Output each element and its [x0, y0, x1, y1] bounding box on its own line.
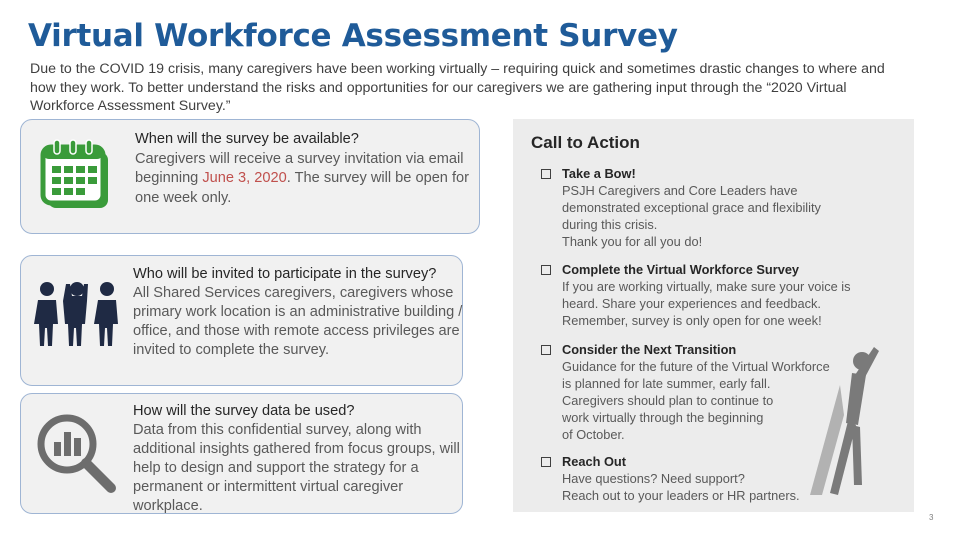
cta-item — [541, 165, 886, 250]
availability-date: June 3, 2020 — [202, 170, 287, 186]
card-availability-text — [135, 130, 470, 208]
card-participants-answer: All Shared Services caregivers, caregivers whose primary work location is an administrative building / office, and those with remote access privileges are invited to complete the survey. — [133, 285, 463, 358]
checkbox-icon — [541, 169, 551, 179]
cta-item — [541, 453, 886, 504]
checkbox-icon — [541, 345, 551, 355]
intro-paragraph: Due to the COVID 19 crisis, many caregivers have been working virtually – requiring quick and sometimes drastic changes to where and how they work. To better understand the risks and opportunities for our caregivers we are gathering input through the “2020 Virtual Workforce Assessment Survey.” — [30, 61, 885, 114]
card-participants-question: Who will be invited to participate in the survey? — [133, 266, 437, 282]
page-title: Virtual Workforce Assessment Survey — [28, 18, 678, 54]
card-data-usage-question: How will the survey data be used? — [133, 403, 355, 419]
cta-item — [541, 341, 886, 443]
page-number: 3 — [929, 513, 934, 522]
card-participants-text — [133, 265, 463, 360]
cta-item — [541, 261, 886, 329]
card-availability-question: When will the survey be available? — [135, 131, 359, 147]
card-data-usage-text — [133, 402, 463, 516]
cta-item-head: Complete the Virtual Workforce Survey — [562, 262, 800, 277]
people-icon — [33, 280, 123, 348]
calendar-icon — [40, 138, 116, 214]
card-availability-answer: Caregivers will receive a survey invitation via email beginning June 3, 2020. The survey will be open for one week only. — [135, 150, 470, 206]
analytics-icon — [33, 410, 117, 494]
checkbox-icon — [541, 457, 551, 467]
cta-item-body: Have questions? Need support? Reach out to your leaders or HR partners. — [562, 471, 800, 503]
cta-title: Call to Action — [531, 133, 640, 152]
card-data-usage-answer: Data from this confidential survey, along with additional insights gathered from focus groups, will help to design and support the strategy for a permanent or intermittent virtual caregiver workplace. — [133, 422, 460, 514]
cta-item-body: Guidance for the future of the Virtual Workforce is planned for late summer, early fall. Caregivers should plan to continue to work virtually through the beginning of October. — [562, 359, 830, 442]
checkbox-icon — [541, 265, 551, 275]
cta-item-body: PSJH Caregivers and Core Leaders have demonstrated exceptional grace and flexibility during this crisis. Thank you for all you do! — [562, 183, 821, 249]
cta-item-head: Reach Out — [562, 454, 626, 469]
cta-item-body: If you are working virtually, make sure your voice is heard. Share your experiences and feedback. Remember, survey is only open for one week! — [562, 279, 851, 328]
cta-item-head: Take a Bow! — [562, 166, 636, 181]
cta-item-head: Consider the Next Transition — [562, 342, 737, 357]
